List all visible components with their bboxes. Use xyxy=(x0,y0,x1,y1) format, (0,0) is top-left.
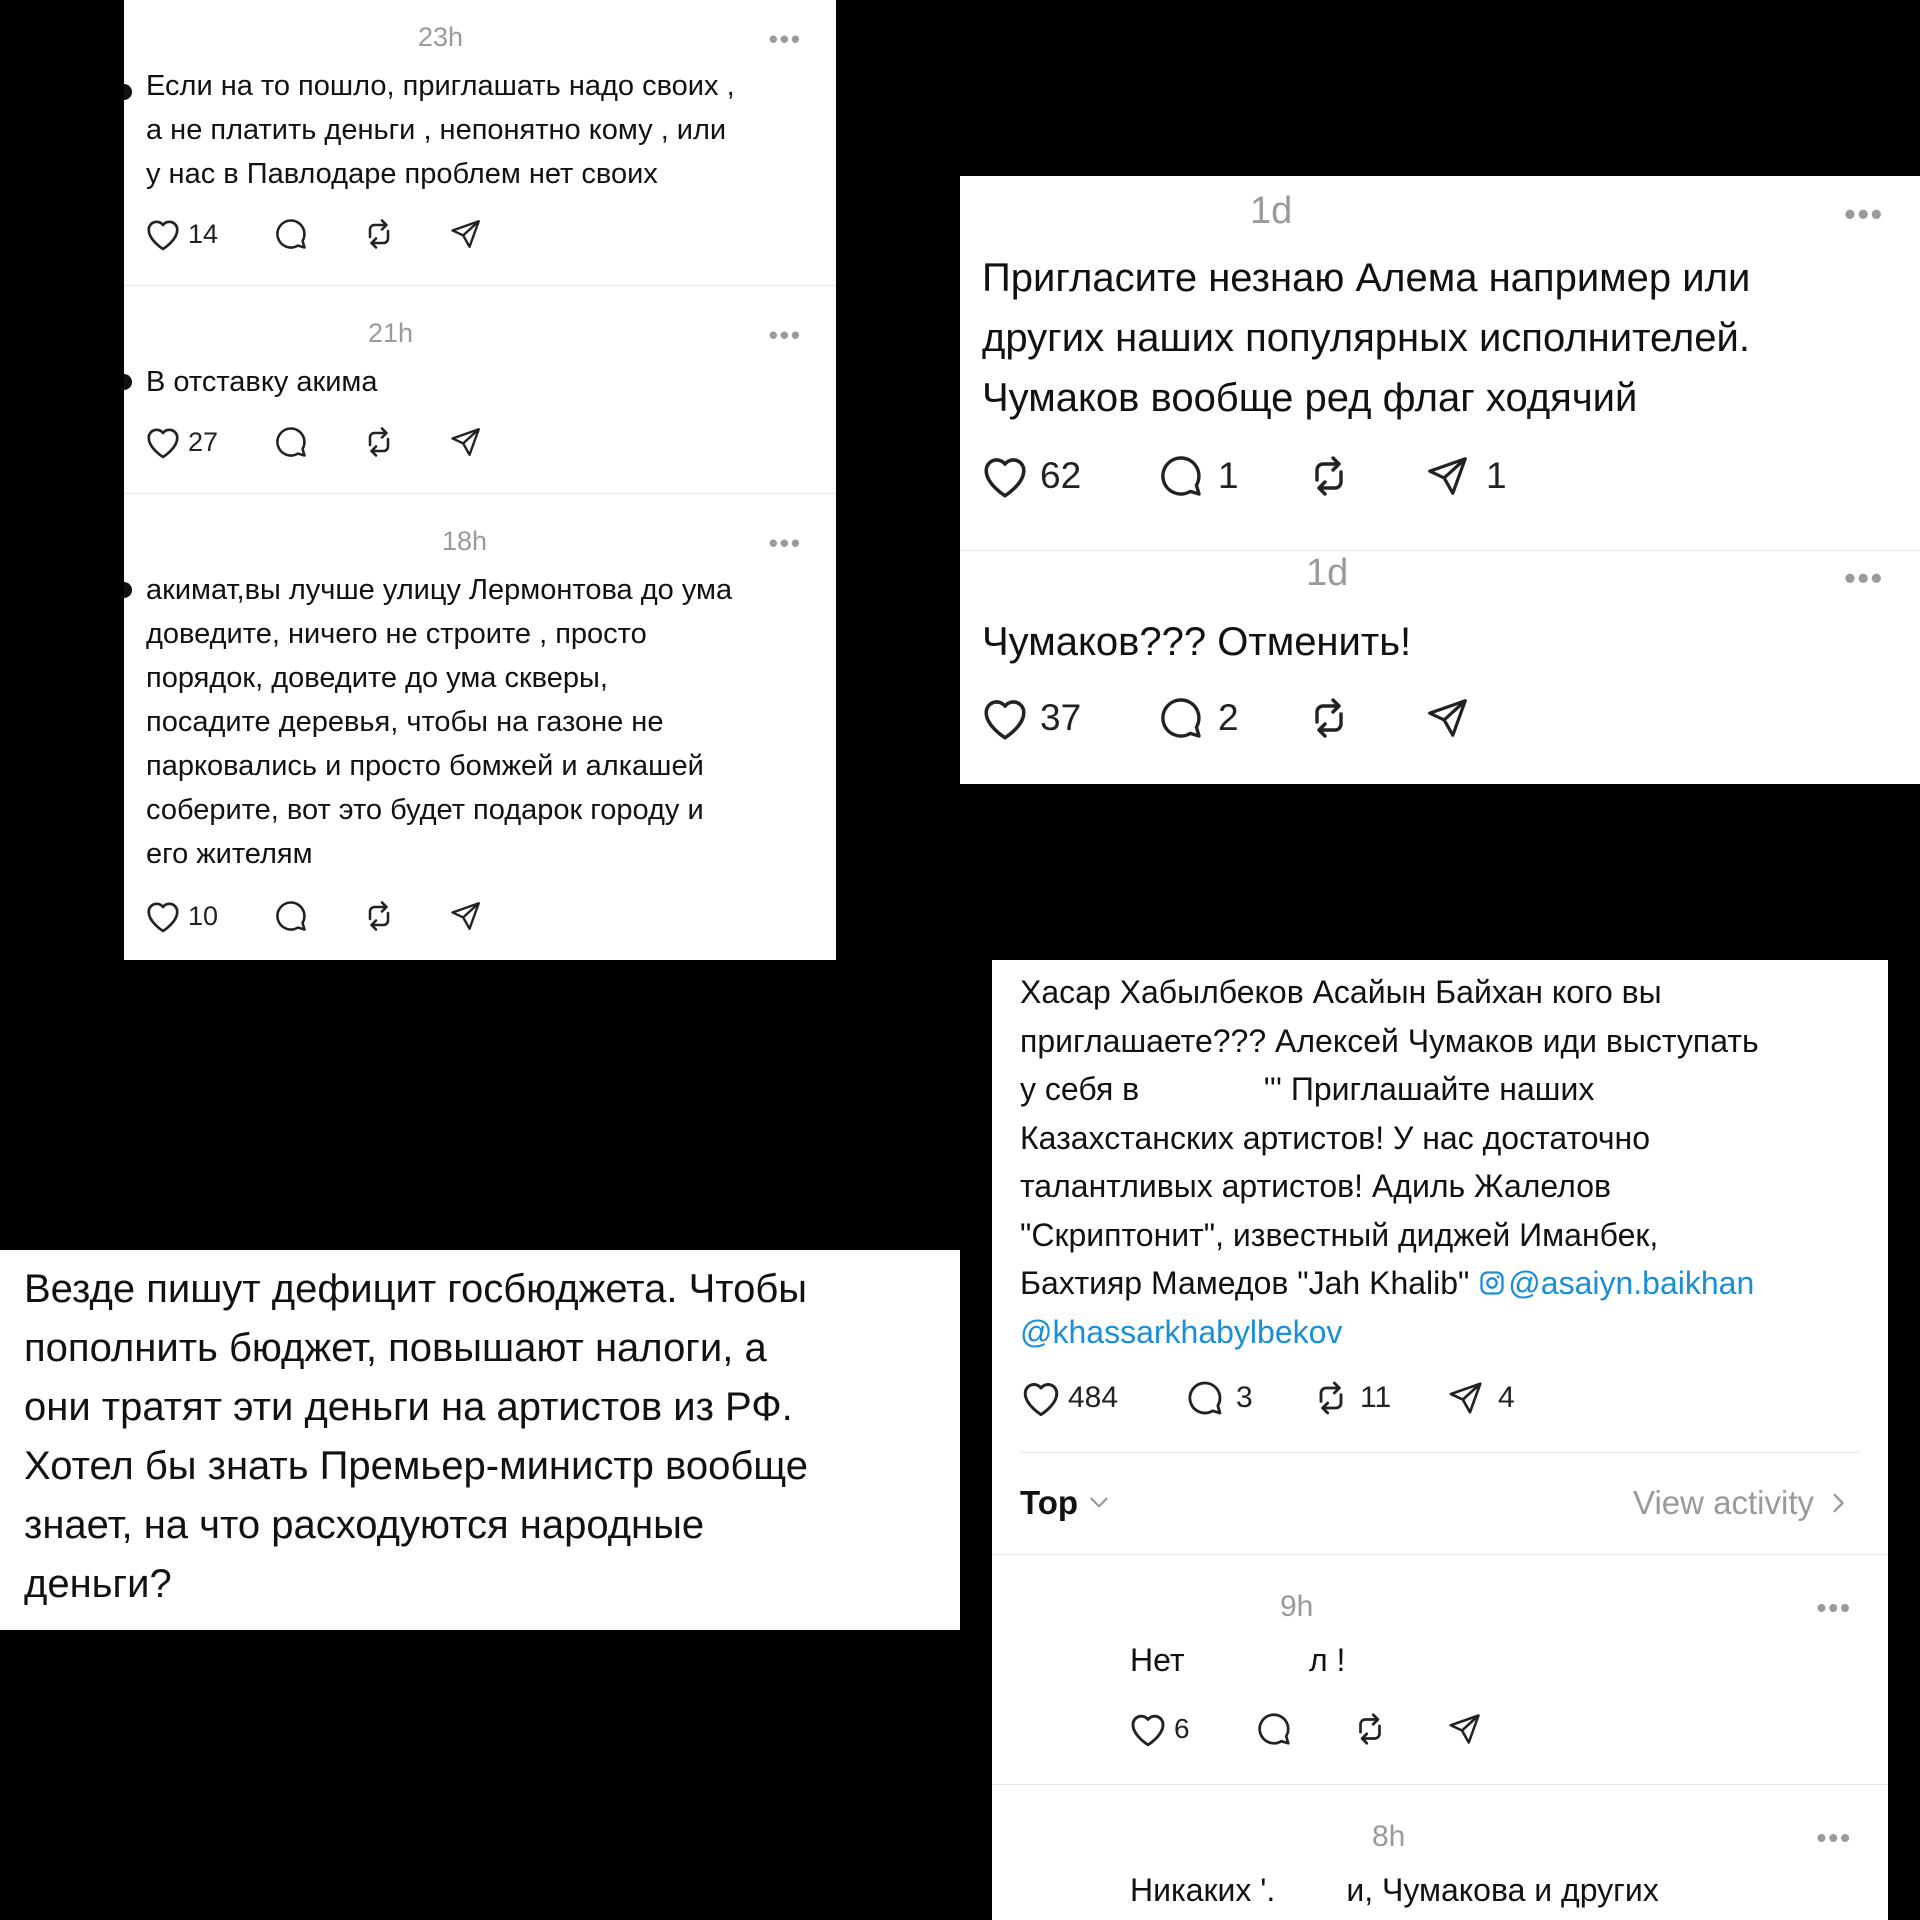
reply-button[interactable] xyxy=(272,424,360,460)
like-count: 37 xyxy=(1040,697,1082,738)
comments-card-right xyxy=(960,176,1920,784)
like-count: 62 xyxy=(1040,455,1082,496)
repost-icon xyxy=(1310,1378,1352,1418)
post-text: Если на то пошло, приглашать надо своих , а не платить деньги , непонятно кому , или у нас в Павлодаре проблем нет своих xyxy=(146,70,735,190)
main-post-card xyxy=(992,960,1888,1920)
repost-icon xyxy=(1350,1710,1390,1748)
thread-dot xyxy=(124,84,132,100)
repost-icon xyxy=(1304,452,1354,500)
view-activity-label: View activity xyxy=(1633,1484,1814,1521)
more-options-icon[interactable]: ••• xyxy=(768,528,802,558)
post-text: Пригласите незнаю Алема например или других наших популярных исполнителей. Чумаков вообще ред флаг ходячий xyxy=(982,256,1751,420)
post-text-fragment: Бахтияр Мамедов "Jah Khalib" xyxy=(1020,1265,1479,1301)
repost-icon xyxy=(360,216,398,252)
send-icon xyxy=(1446,1711,1484,1747)
reply-icon xyxy=(272,898,310,934)
like-count: 6 xyxy=(1174,1713,1190,1744)
reply-icon xyxy=(1184,1378,1226,1418)
reply-button[interactable] xyxy=(1254,1710,1350,1748)
repost-button[interactable] xyxy=(1304,452,1424,500)
like-button[interactable] xyxy=(1128,1710,1254,1748)
post-text: Везде пишут дефицит госбюджета. Чтобы пополнить бюджет, повышают налоги, а они тратят эти деньги на артистов из РФ. Хотел бы знать Премьер-министр вообще знает, на что расходуются народные деньги? xyxy=(24,1267,808,1606)
post-actions xyxy=(144,898,484,934)
divider xyxy=(992,1554,1888,1555)
post-text-line: "Скриптонит", известный диджей Иманбек, xyxy=(1020,1216,1659,1253)
post-text: акимат,вы лучше улицу Лермонтова до ума доведите, ничего не строите , просто порядок, доведите до ума скверы, посадите деревья, чтобы на газоне не парковались и просто бомжей и алкашей соберите, вот это будет подарок городу и его жителям xyxy=(146,574,733,870)
repost-count: 11 xyxy=(1360,1381,1392,1414)
post-text: В отставку акима xyxy=(146,366,378,398)
heart-icon xyxy=(980,453,1030,499)
share-button[interactable] xyxy=(448,425,484,459)
reply-actions xyxy=(1128,1710,1484,1748)
heart-icon xyxy=(1128,1710,1168,1748)
instagram-icon xyxy=(1478,1269,1506,1297)
like-button[interactable] xyxy=(1020,1378,1184,1418)
send-icon xyxy=(1446,1379,1486,1417)
repost-button[interactable] xyxy=(1350,1710,1446,1748)
like-button[interactable] xyxy=(980,695,1156,741)
reply-count: 2 xyxy=(1218,697,1239,738)
mention-khassar[interactable]: @khassarkhabylbekov xyxy=(1020,1313,1343,1350)
repost-button[interactable] xyxy=(360,216,448,252)
reply-icon xyxy=(272,424,310,460)
thread-dot xyxy=(124,374,132,390)
thread-dot xyxy=(124,582,132,598)
share-button[interactable] xyxy=(1424,453,1507,499)
comments-card-left xyxy=(124,0,836,960)
like-count: 484 xyxy=(1068,1381,1119,1414)
post-text-line xyxy=(1020,1259,1880,1308)
heart-icon xyxy=(1020,1378,1062,1418)
reply-count: 3 xyxy=(1236,1381,1253,1414)
share-button[interactable] xyxy=(1424,695,1472,741)
heart-icon xyxy=(144,424,182,460)
mention-text: @asaiyn.baikhan xyxy=(1508,1265,1755,1301)
divider xyxy=(960,550,1920,551)
reply-count: 1 xyxy=(1218,455,1239,496)
repost-button[interactable] xyxy=(360,424,448,460)
reply-button[interactable] xyxy=(1184,1378,1310,1418)
divider xyxy=(124,285,836,286)
reply-text: Нет л ! xyxy=(1130,1642,1346,1678)
mention-asaiyn[interactable] xyxy=(1478,1265,1754,1301)
like-button[interactable] xyxy=(980,453,1156,499)
divider xyxy=(992,1784,1888,1785)
share-button[interactable] xyxy=(1446,1711,1484,1747)
repost-icon xyxy=(360,898,398,934)
reply-icon xyxy=(1156,694,1206,742)
repost-icon xyxy=(1304,694,1354,742)
reply-text: Никаких '. и, Чумакова и других xyxy=(1130,1872,1659,1908)
more-options-icon[interactable]: ••• xyxy=(1844,560,1884,596)
reply-time: 8h xyxy=(1372,1820,1406,1853)
repost-button[interactable] xyxy=(1310,1378,1446,1418)
post-actions xyxy=(980,694,1472,742)
send-icon xyxy=(1424,453,1472,499)
share-count: 4 xyxy=(1498,1381,1515,1414)
more-options-icon[interactable]: ••• xyxy=(1844,196,1884,232)
send-icon xyxy=(448,425,484,459)
send-icon xyxy=(1424,695,1472,741)
reply-button[interactable] xyxy=(1156,694,1304,742)
post-text: Чумаков??? Отменить! xyxy=(982,620,1412,664)
post-text xyxy=(1020,968,1880,1356)
share-button[interactable] xyxy=(1446,1379,1515,1417)
chevron-right-icon xyxy=(1828,1489,1848,1517)
post-text-line: приглашаете??? Алексей Чумаков иди выступать xyxy=(1020,1022,1759,1059)
divider xyxy=(124,493,836,494)
post-time: 1d xyxy=(1306,552,1349,594)
heart-icon xyxy=(144,898,182,934)
post-text-line: у себя в ''' Приглашайте наших xyxy=(1020,1071,1595,1107)
divider xyxy=(1020,1452,1860,1453)
post-time: 1d xyxy=(1250,190,1293,232)
post-text-line: талантливых артистов! Адиль Жалелов xyxy=(1020,1168,1611,1204)
post-time: 18h xyxy=(442,526,488,556)
post-text-line: Хасар Хабылбеков Асайын Байхан кого вы xyxy=(1020,974,1662,1010)
post-time: 21h xyxy=(368,318,414,348)
more-options-icon[interactable]: ••• xyxy=(1816,1822,1852,1853)
like-count: 10 xyxy=(188,900,219,931)
like-count: 14 xyxy=(188,218,219,249)
post-text-line: Казахстанских артистов! У нас достаточно xyxy=(1020,1119,1650,1156)
heart-icon xyxy=(980,695,1030,741)
like-button[interactable] xyxy=(144,424,272,460)
more-options-icon[interactable]: ••• xyxy=(768,24,802,54)
reply-button[interactable] xyxy=(1156,452,1304,500)
reply-icon xyxy=(1254,1710,1294,1748)
share-count: 1 xyxy=(1486,455,1507,496)
post-actions xyxy=(980,452,1507,500)
like-button[interactable] xyxy=(144,216,272,252)
like-button[interactable] xyxy=(144,898,272,934)
reply-button[interactable] xyxy=(272,216,360,252)
repost-button[interactable] xyxy=(360,898,448,934)
post-time: 23h xyxy=(418,22,464,52)
reply-button[interactable] xyxy=(272,898,360,934)
reply-icon xyxy=(1156,452,1206,500)
post-actions xyxy=(1020,1378,1515,1418)
chevron-down-icon xyxy=(1086,1493,1112,1513)
sort-dropdown[interactable] xyxy=(1020,1484,1112,1522)
reply-time: 9h xyxy=(1280,1590,1314,1623)
like-count: 27 xyxy=(188,426,219,457)
comment-card-bottom-left xyxy=(0,1250,960,1630)
sort-label: Top xyxy=(1020,1484,1079,1521)
send-icon xyxy=(448,899,484,933)
more-options-icon[interactable]: ••• xyxy=(1816,1592,1852,1623)
send-icon xyxy=(448,217,484,251)
share-button[interactable] xyxy=(448,217,484,251)
view-activity-link[interactable] xyxy=(1633,1484,1848,1522)
repost-button[interactable] xyxy=(1304,694,1424,742)
post-actions xyxy=(144,216,484,252)
repost-icon xyxy=(360,424,398,460)
post-actions xyxy=(144,424,484,460)
more-options-icon[interactable]: ••• xyxy=(768,320,802,350)
share-button[interactable] xyxy=(448,899,484,933)
reply-icon xyxy=(272,216,310,252)
heart-icon xyxy=(144,216,182,252)
